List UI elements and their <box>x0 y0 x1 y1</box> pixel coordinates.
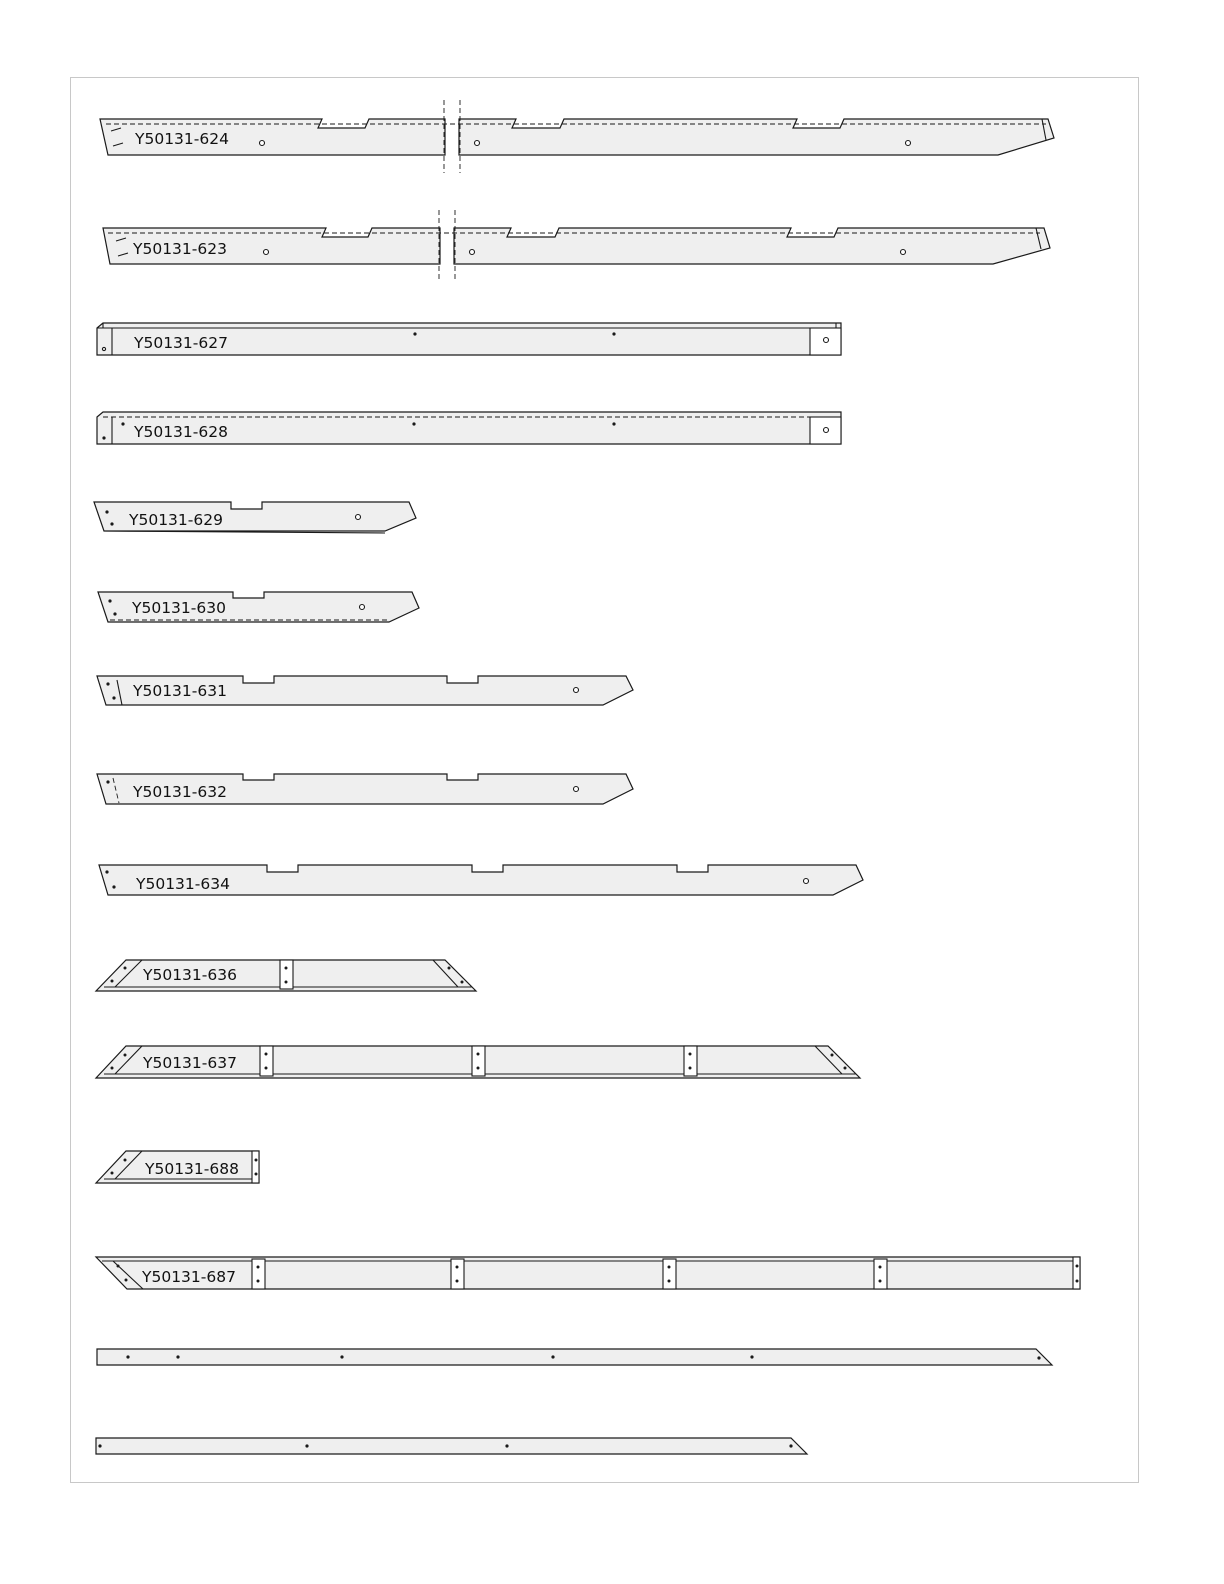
pin <box>255 1159 258 1162</box>
pin <box>668 1266 671 1269</box>
part-body <box>96 1257 1080 1289</box>
hole <box>356 515 361 520</box>
hole <box>901 250 906 255</box>
part-y50131-627 <box>97 323 841 355</box>
pin <box>689 1053 692 1056</box>
part-flat-strip-2 <box>96 1438 807 1454</box>
pin <box>102 436 105 439</box>
part-body <box>97 1349 1052 1365</box>
pin <box>126 1355 129 1358</box>
part-y50131-631 <box>97 676 633 705</box>
pin <box>105 870 108 873</box>
part-label: Y50131-636 <box>143 966 237 984</box>
pin <box>106 682 109 685</box>
part-label: Y50131-627 <box>134 334 228 352</box>
part-y50131-629 <box>94 502 416 533</box>
pin <box>124 967 127 970</box>
splice-block <box>663 1259 676 1289</box>
part-label: Y50131-623 <box>133 240 227 258</box>
pin <box>265 1053 268 1056</box>
hole <box>906 141 911 146</box>
pin <box>1076 1265 1079 1268</box>
pin <box>413 332 416 335</box>
pin <box>105 510 108 513</box>
pin <box>879 1280 882 1283</box>
pin <box>112 696 115 699</box>
part-y50131-624 <box>100 100 1054 173</box>
pin <box>113 612 116 615</box>
pin <box>448 967 451 970</box>
splice-block <box>874 1259 887 1289</box>
pin <box>750 1355 753 1358</box>
part-y50131-687 <box>96 1257 1080 1289</box>
pin <box>689 1067 692 1070</box>
pin <box>1076 1280 1079 1283</box>
part-y50131-623 <box>103 210 1050 282</box>
pin <box>456 1280 459 1283</box>
pin <box>257 1266 260 1269</box>
hole <box>574 688 579 693</box>
pin <box>285 967 288 970</box>
part-flat-strip-1 <box>97 1349 1052 1365</box>
part-y50131-636 <box>96 960 476 991</box>
splice-block <box>472 1046 485 1076</box>
pin <box>1037 1356 1040 1359</box>
hole <box>824 338 829 343</box>
end-block <box>252 1151 259 1183</box>
splice-block <box>260 1046 273 1076</box>
pin <box>844 1067 847 1070</box>
pin <box>477 1067 480 1070</box>
part-y50131-628 <box>97 412 841 444</box>
part-label: Y50131-628 <box>134 423 228 441</box>
pin <box>612 332 615 335</box>
part-label: Y50131-632 <box>133 783 227 801</box>
hole <box>264 250 269 255</box>
part-label: Y50131-688 <box>145 1160 239 1178</box>
hole <box>360 605 365 610</box>
part-label: Y50131-637 <box>143 1054 237 1072</box>
hole <box>470 250 475 255</box>
pin <box>111 1067 114 1070</box>
end-block <box>1073 1257 1080 1289</box>
pin <box>125 1279 128 1282</box>
part-body <box>96 1438 807 1454</box>
part-label: Y50131-624 <box>135 130 229 148</box>
pin <box>612 422 615 425</box>
pin <box>412 422 415 425</box>
hole <box>574 787 579 792</box>
pin <box>285 981 288 984</box>
pin <box>117 1265 120 1268</box>
pin <box>477 1053 480 1056</box>
splice-block <box>451 1259 464 1289</box>
pin <box>305 1444 308 1447</box>
pin <box>112 885 115 888</box>
splice-block <box>280 960 293 989</box>
pin <box>831 1054 834 1057</box>
pin <box>124 1054 127 1057</box>
pin <box>505 1444 508 1447</box>
pin <box>176 1355 179 1358</box>
pin <box>110 522 113 525</box>
pin <box>551 1355 554 1358</box>
part-y50131-688 <box>96 1151 259 1183</box>
pin <box>265 1067 268 1070</box>
part-y50131-632 <box>97 774 633 804</box>
hole <box>824 428 829 433</box>
pin <box>98 1444 101 1447</box>
pin <box>121 422 124 425</box>
hole <box>260 141 265 146</box>
pin <box>255 1173 258 1176</box>
part-label: Y50131-687 <box>142 1268 236 1286</box>
hole <box>804 879 809 884</box>
splice-block <box>252 1259 265 1289</box>
pin <box>340 1355 343 1358</box>
part-y50131-637 <box>96 1046 860 1078</box>
pin <box>108 599 111 602</box>
part-label: Y50131-630 <box>132 599 226 617</box>
pin <box>668 1280 671 1283</box>
pin <box>456 1266 459 1269</box>
pin <box>111 1172 114 1175</box>
part-y50131-630 <box>98 592 419 622</box>
pin <box>106 780 109 783</box>
part-y50131-634 <box>99 865 863 895</box>
pin <box>789 1444 792 1447</box>
hole <box>475 141 480 146</box>
pin <box>879 1266 882 1269</box>
part-label: Y50131-634 <box>136 875 230 893</box>
pin <box>124 1159 127 1162</box>
splice-block <box>684 1046 697 1076</box>
part-label: Y50131-631 <box>133 682 227 700</box>
pin <box>257 1280 260 1283</box>
pin <box>111 980 114 983</box>
part-label: Y50131-629 <box>129 511 223 529</box>
hole <box>102 347 105 350</box>
pin <box>461 981 464 984</box>
